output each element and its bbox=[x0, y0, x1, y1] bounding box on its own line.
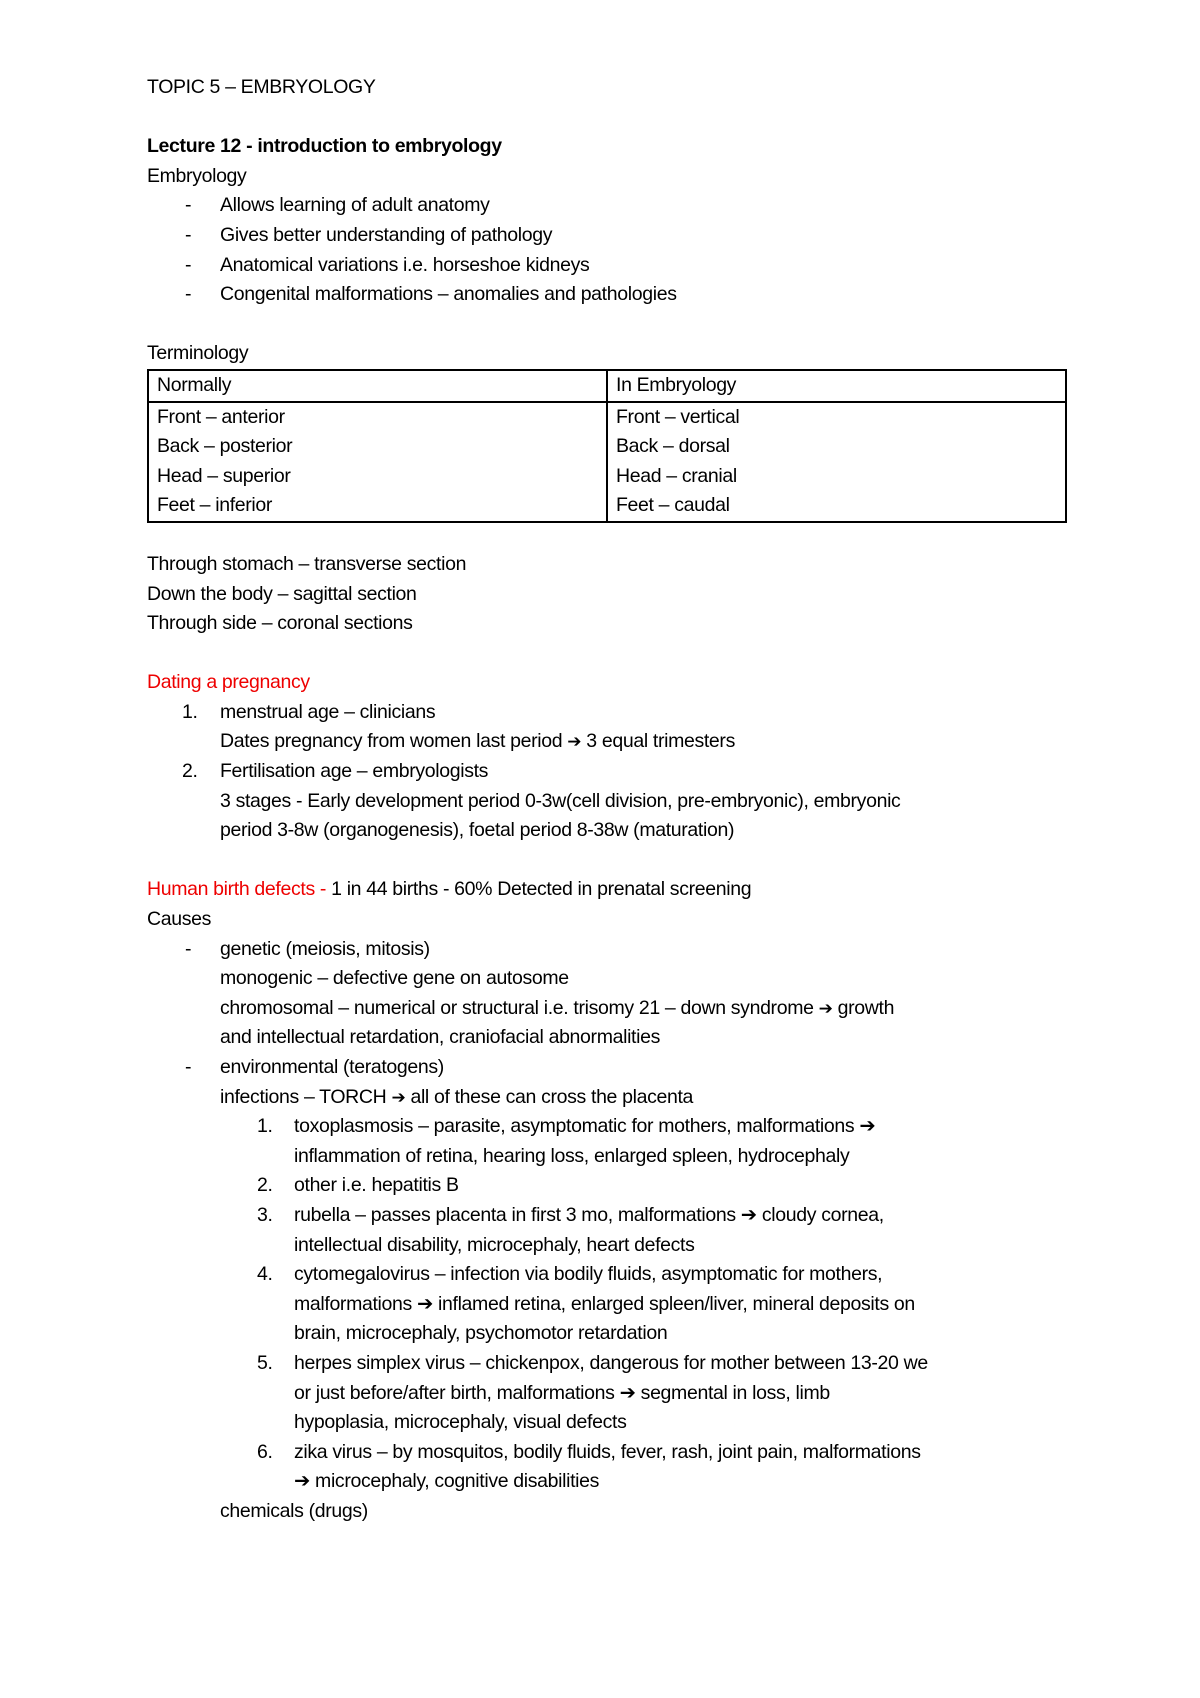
normally-terms-cell: Front – anterior Back – posterior Head – superior Feet – inferior bbox=[148, 402, 607, 522]
torch-item: 4. cytomegalovirus – infection via bodily fluids, asymptomatic for mothers, bbox=[257, 1263, 883, 1286]
document-page bbox=[147, 73, 1067, 1527]
torch-item: 6. zika virus – by mosquitos, bodily fluids, fever, rash, joint pain, malformations bbox=[257, 1440, 921, 1463]
torch-item: 3. rubella – passes placenta in first 3 mo, malformations ➔ cloudy cornea, bbox=[257, 1203, 884, 1226]
table-row bbox=[148, 402, 1066, 522]
torch-item-detail: brain, microcephaly, psychomotor retardation bbox=[294, 1322, 668, 1345]
table-header-embryology: In Embryology bbox=[607, 370, 1066, 402]
embryology-terms-cell: Front – vertical Back – dorsal Head – cranial Feet – caudal bbox=[607, 402, 1066, 522]
section-transverse: Through stomach – transverse section bbox=[147, 552, 467, 575]
list-item-detail: and intellectual retardation, craniofacial abnormalities bbox=[220, 1026, 660, 1049]
terminology-table bbox=[147, 369, 1067, 523]
torch-item: 2. other i.e. hepatitis B bbox=[257, 1174, 459, 1197]
torch-item-detail: ➔ microcephaly, cognitive disabilities bbox=[294, 1470, 600, 1493]
list-item: - genetic (meiosis, mitosis) bbox=[185, 937, 430, 960]
list-item-detail: chromosomal – numerical or structural i.e. trisomy 21 – down syndrome ➔ growth bbox=[220, 996, 895, 1019]
embryology-heading: Embryology bbox=[147, 164, 247, 187]
topic-title: TOPIC 5 – EMBRYOLOGY bbox=[147, 76, 376, 98]
dating-heading: Dating a pregnancy bbox=[147, 671, 310, 694]
birth-defects-heading: Human birth defects - bbox=[147, 878, 332, 901]
lecture-title: Lecture 12 - introduction to embryology bbox=[147, 135, 502, 158]
list-item: - Congenital malformations – anomalies and pathologies bbox=[185, 283, 677, 306]
torch-item: 1. toxoplasmosis – parasite, asymptomatic for mothers, malformations ➔ bbox=[257, 1115, 876, 1138]
torch-item: 5. herpes simplex virus – chickenpox, dangerous for mother between 13-20 we bbox=[257, 1351, 928, 1374]
list-item: - Gives better understanding of pathology bbox=[185, 223, 553, 246]
chemicals-item: chemicals (drugs) bbox=[220, 1499, 368, 1522]
list-item-detail: infections – TORCH ➔ all of these can cross the placenta bbox=[220, 1085, 694, 1108]
list-item-detail: 3 stages - Early development period 0-3w(cell division, pre-embryonic), embryonic bbox=[220, 789, 901, 812]
table-header-row bbox=[148, 370, 1066, 402]
list-item-detail: Dates pregnancy from women last period ➔ 3 equal trimesters bbox=[220, 730, 735, 753]
section-coronal: Through side – coronal sections bbox=[147, 612, 413, 635]
torch-item-detail: inflammation of retina, hearing loss, enlarged spleen, hydrocephaly bbox=[294, 1144, 850, 1167]
torch-item-detail: hypoplasia, microcephaly, visual defects bbox=[294, 1411, 627, 1434]
torch-item-detail: or just before/after birth, malformations ➔ segmental in loss, limb bbox=[294, 1381, 830, 1404]
torch-item-detail: malformations ➔ inflamed retina, enlarged spleen/liver, mineral deposits on bbox=[294, 1292, 915, 1315]
birth-defects-line: Human birth defects - 1 in 44 births - 60% Detected in prenatal screening bbox=[147, 878, 752, 901]
arrow-icon: ➔ bbox=[391, 1087, 406, 1108]
arrow-icon: ➔ bbox=[567, 732, 582, 753]
section-sagittal: Down the body – sagittal section bbox=[147, 582, 417, 605]
list-item: 2. Fertilisation age – embryologists bbox=[182, 760, 489, 783]
list-item-detail: period 3-8w (organogenesis), foetal period 8-38w (maturation) bbox=[220, 819, 735, 842]
list-item: 1. menstrual age – clinicians bbox=[182, 700, 436, 723]
list-item-detail: monogenic – defective gene on autosome bbox=[220, 967, 569, 990]
list-item: - Allows learning of adult anatomy bbox=[185, 194, 490, 217]
list-item: - environmental (teratogens) bbox=[185, 1056, 444, 1078]
causes-heading: Causes bbox=[147, 908, 212, 931]
torch-item-detail: intellectual disability, microcephaly, heart defects bbox=[294, 1233, 695, 1256]
terminology-heading: Terminology bbox=[147, 342, 249, 365]
table-header-normally: Normally bbox=[148, 370, 607, 402]
list-item: - Anatomical variations i.e. horseshoe kidneys bbox=[185, 253, 590, 276]
arrow-icon: ➔ bbox=[818, 998, 833, 1019]
